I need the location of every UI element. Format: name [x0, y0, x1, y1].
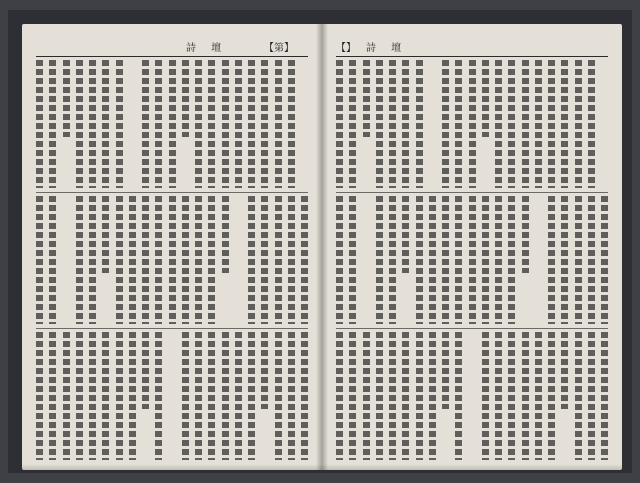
left-page — [22, 24, 322, 470]
text-column — [336, 332, 343, 460]
right-page-number: 【】 — [336, 43, 356, 54]
text-column — [195, 196, 202, 324]
text-column — [102, 60, 109, 188]
left-page-header — [36, 34, 308, 57]
text-column — [561, 332, 568, 409]
text-column — [402, 332, 409, 460]
text-column — [116, 196, 123, 324]
text-column — [522, 60, 529, 188]
text-column — [169, 60, 176, 188]
text-column — [89, 196, 96, 324]
text-column — [89, 332, 96, 460]
text-column — [429, 60, 436, 188]
text-column — [535, 196, 542, 324]
text-column — [336, 60, 343, 188]
text-column — [129, 196, 136, 324]
text-column — [195, 60, 202, 188]
text-column — [508, 332, 515, 460]
text-column — [248, 60, 255, 188]
text-column — [288, 60, 295, 188]
text-column — [429, 196, 436, 324]
right-band-1 — [336, 60, 608, 188]
text-column — [76, 332, 83, 460]
text-column — [288, 196, 295, 324]
text-column — [376, 332, 383, 460]
text-column — [548, 332, 555, 460]
right-page-header — [336, 34, 608, 57]
text-column — [142, 60, 149, 188]
text-column — [301, 60, 308, 137]
text-column — [349, 196, 356, 324]
text-column — [522, 332, 529, 460]
text-column — [129, 332, 136, 460]
text-column — [36, 196, 43, 324]
text-column — [402, 196, 409, 273]
left-band-2 — [36, 196, 308, 324]
text-column — [389, 332, 396, 460]
text-column — [469, 60, 476, 188]
text-column — [49, 60, 56, 188]
text-column — [76, 60, 83, 188]
text-column — [116, 60, 123, 188]
text-column — [588, 196, 595, 324]
text-column — [336, 196, 343, 324]
text-column — [363, 332, 370, 460]
text-column — [248, 332, 255, 460]
text-column — [155, 196, 162, 324]
left-page-header-label: 詩 壇 — [186, 43, 228, 54]
text-column — [195, 332, 202, 460]
text-column — [63, 196, 70, 324]
text-column — [575, 60, 582, 188]
text-column — [363, 196, 370, 324]
text-column — [288, 332, 295, 460]
text-column — [548, 60, 555, 188]
text-column — [36, 60, 43, 188]
right-band-3 — [336, 332, 608, 460]
text-column — [442, 196, 449, 324]
right-page-header-label: 詩 壇 — [366, 43, 408, 54]
text-column — [235, 332, 242, 460]
text-column — [469, 332, 476, 460]
text-column — [363, 60, 370, 137]
text-column — [482, 332, 489, 460]
text-column — [588, 60, 595, 188]
text-column — [495, 60, 502, 188]
text-column — [455, 60, 462, 188]
text-column — [561, 196, 568, 324]
text-column — [222, 332, 229, 460]
text-column — [208, 60, 215, 188]
text-column — [76, 196, 83, 324]
text-column — [261, 332, 268, 409]
text-column — [235, 60, 242, 188]
text-column — [169, 196, 176, 324]
text-column — [402, 60, 409, 188]
text-column — [429, 332, 436, 460]
book-spread — [8, 10, 632, 473]
text-column — [116, 332, 123, 460]
text-column — [235, 196, 242, 324]
text-column — [495, 332, 502, 460]
text-column — [561, 60, 568, 188]
text-column — [495, 196, 502, 324]
text-column — [63, 332, 70, 460]
text-column — [389, 196, 396, 324]
right-band-2 — [336, 196, 608, 324]
text-column — [169, 332, 176, 460]
text-column — [182, 332, 189, 460]
right-page — [322, 24, 622, 470]
text-column — [102, 196, 109, 273]
text-column — [49, 196, 56, 324]
right-band-divider-2 — [336, 328, 608, 329]
text-column — [416, 332, 423, 460]
text-column — [601, 332, 608, 460]
left-band-3 — [36, 332, 308, 460]
text-column — [63, 60, 70, 137]
text-column — [89, 60, 96, 188]
text-column — [482, 60, 489, 137]
text-column — [469, 196, 476, 324]
text-column — [142, 332, 149, 409]
text-column — [601, 60, 608, 137]
text-column — [508, 60, 515, 188]
text-column — [522, 196, 529, 273]
text-column — [349, 332, 356, 460]
text-column — [575, 332, 582, 460]
text-column — [508, 196, 515, 324]
text-column — [455, 196, 462, 324]
text-column — [182, 196, 189, 324]
text-column — [208, 332, 215, 460]
text-column — [416, 196, 423, 324]
text-column — [376, 60, 383, 188]
text-column — [222, 60, 229, 188]
text-column — [376, 196, 383, 324]
text-column — [349, 60, 356, 188]
text-column — [222, 196, 229, 273]
text-column — [208, 196, 215, 324]
left-band-divider-2 — [36, 328, 308, 329]
text-column — [575, 196, 582, 324]
text-column — [455, 332, 462, 460]
text-column — [155, 332, 162, 460]
text-column — [129, 60, 136, 188]
right-band-divider-1 — [336, 192, 608, 193]
text-column — [102, 332, 109, 460]
text-column — [261, 196, 268, 324]
left-page-edge — [22, 464, 322, 470]
text-column — [275, 60, 282, 188]
text-column — [49, 332, 56, 460]
text-column — [601, 196, 608, 324]
text-column — [535, 332, 542, 460]
text-column — [442, 332, 449, 409]
text-column — [482, 196, 489, 324]
text-column — [182, 60, 189, 137]
text-column — [142, 196, 149, 324]
text-column — [548, 196, 555, 324]
left-page-number: 【第】 — [264, 43, 294, 54]
text-column — [301, 332, 308, 460]
left-band-divider-1 — [36, 192, 308, 193]
left-band-1 — [36, 60, 308, 188]
right-page-edge — [322, 464, 622, 470]
text-column — [155, 60, 162, 188]
text-column — [248, 196, 255, 324]
text-column — [301, 196, 308, 324]
text-column — [275, 332, 282, 460]
text-column — [261, 60, 268, 188]
text-column — [389, 60, 396, 188]
text-column — [442, 60, 449, 188]
text-column — [535, 60, 542, 188]
text-column — [275, 196, 282, 324]
text-column — [416, 60, 423, 188]
text-column — [36, 332, 43, 460]
text-column — [588, 332, 595, 460]
